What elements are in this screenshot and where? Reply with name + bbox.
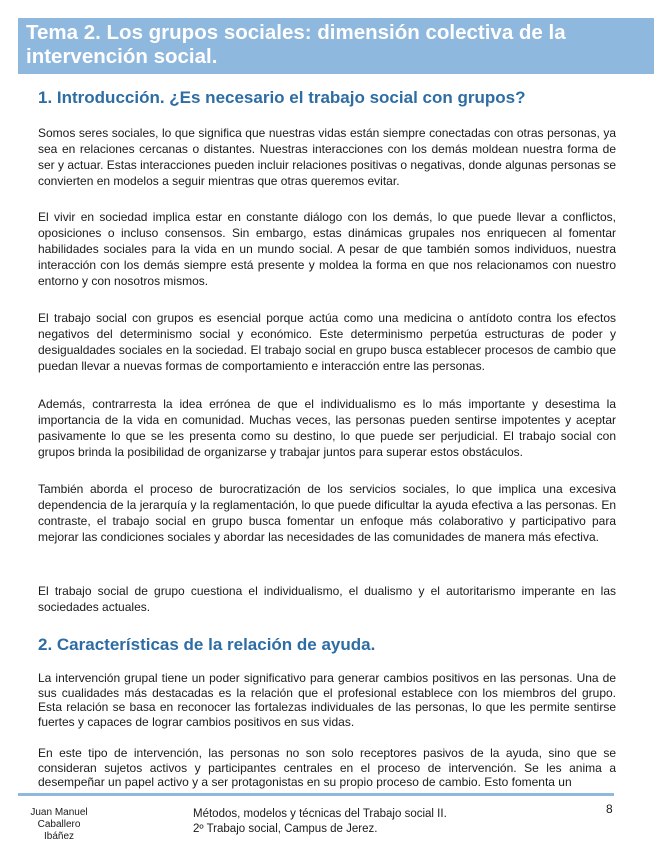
- section-1-paragraph-3: El trabajo social con grupos es esencial porque actúa como una medicina o antídoto contra los efectos negativos del determinismo social y económico. Este determinismo perpetúa estructuras de poder y desigualdades sociales en la sociedad. El trabajo social en grupo busca establecer procesos de cambio que puedan llevar a nuevas formas de comportamiento e interacción entre las personas.: [38, 311, 616, 373]
- section-1-heading: 1. Introducción. ¿Es necesario el trabajo social con grupos?: [38, 88, 526, 107]
- section-2-heading: 2. Características de la relación de ayuda.: [38, 635, 376, 654]
- footer-divider: [18, 793, 614, 796]
- section-2-paragraph-1: La intervención grupal tiene un poder significativo para generar cambios positivos en las personas. Una de sus cualidades más destacadas es la relación que el profesional establece con los miembros del grupo. Esta relación se basa en reconocer las fortalezas individuales de las personas, lo que les permite sentirse fuertes y capaces de lograr cambios positivos en sus vidas.: [38, 671, 616, 729]
- section-1-paragraph-1: Somos seres sociales, lo que significa que nuestras vidas están siempre conectadas con otras personas, ya sea en relaciones cercanas o distantes. Nuestras interacciones con los demás moldean nuestra forma de ser y actuar. Estas interacciones pueden incluir relaciones positivas o negativas, donde algunas personas se convierten en modelos a seguir mientras que otras queremos evitar.: [38, 126, 616, 188]
- chapter-banner: [18, 18, 654, 74]
- footer-course-line-2: 2º Trabajo social, Campus de Jerez.: [193, 823, 378, 835]
- page-number: 8: [606, 802, 613, 816]
- section-2-paragraph-2: En este tipo de intervención, las personas no son solo receptores pasivos de la ayuda, sino que se consideran sujetos activos y participantes centrales en el proceso de intervención. Se les anima a desempeñar un papel activo y a ser protagonistas en su propio proceso de cambio. Esto fomenta un: [38, 746, 616, 790]
- chapter-title: Tema 2. Los grupos sociales: dimensión colectiva de la intervención social.: [26, 21, 566, 68]
- section-1-paragraph-2: El vivir en sociedad implica estar en constante diálogo con los demás, lo que puede llevar a conflictos, oposiciones o incluso consensos. Sin embargo, estas dinámicas grupales nos enriquecen al fomentar habilidades sociales para la vida en un mundo social. A pesar de que también somos individuos, nuestra interacción con los demás siempre está presente y moldea la forma en que nos relacionamos con nuestro entorno y con nosotros mismos.: [38, 210, 616, 288]
- section-1-paragraph-5: También aborda el proceso de burocratización de los servicios sociales, lo que implica una excesiva dependencia de la jerarquía y la reglamentación, lo que puede dificultar la ayuda efectiva a las personas. En contraste, el trabajo social en grupo busca fomentar un enfoque más colaborativo y participativo para mejorar las condiciones sociales y abordar las necesidades de las comunidades de manera más efectiva.: [38, 482, 616, 544]
- section-1-paragraph-6: El trabajo social de grupo cuestiona el individualismo, el dualismo y el autoritarismo imperante en las sociedades actuales.: [38, 584, 616, 614]
- footer-course-line-1: Métodos, modelos y técnicas del Trabajo social II.: [193, 808, 447, 820]
- footer-course-info: [193, 807, 447, 837]
- footer-author: Juan Manuel Caballero Ibáñez: [30, 807, 88, 842]
- section-1-paragraph-4: Además, contrarresta la idea errónea de que el individualismo es lo más importante y desestima la importancia de la vida en comunidad. Muchas veces, las personas pueden sentirse impotentes y aceptar pasivamente lo que se les presenta como su destino, lo que puede ser perjudicial. El trabajo social con grupos brinda la posibilidad de organizarse y trabajar juntos para superar estos obstáculos.: [38, 397, 616, 459]
